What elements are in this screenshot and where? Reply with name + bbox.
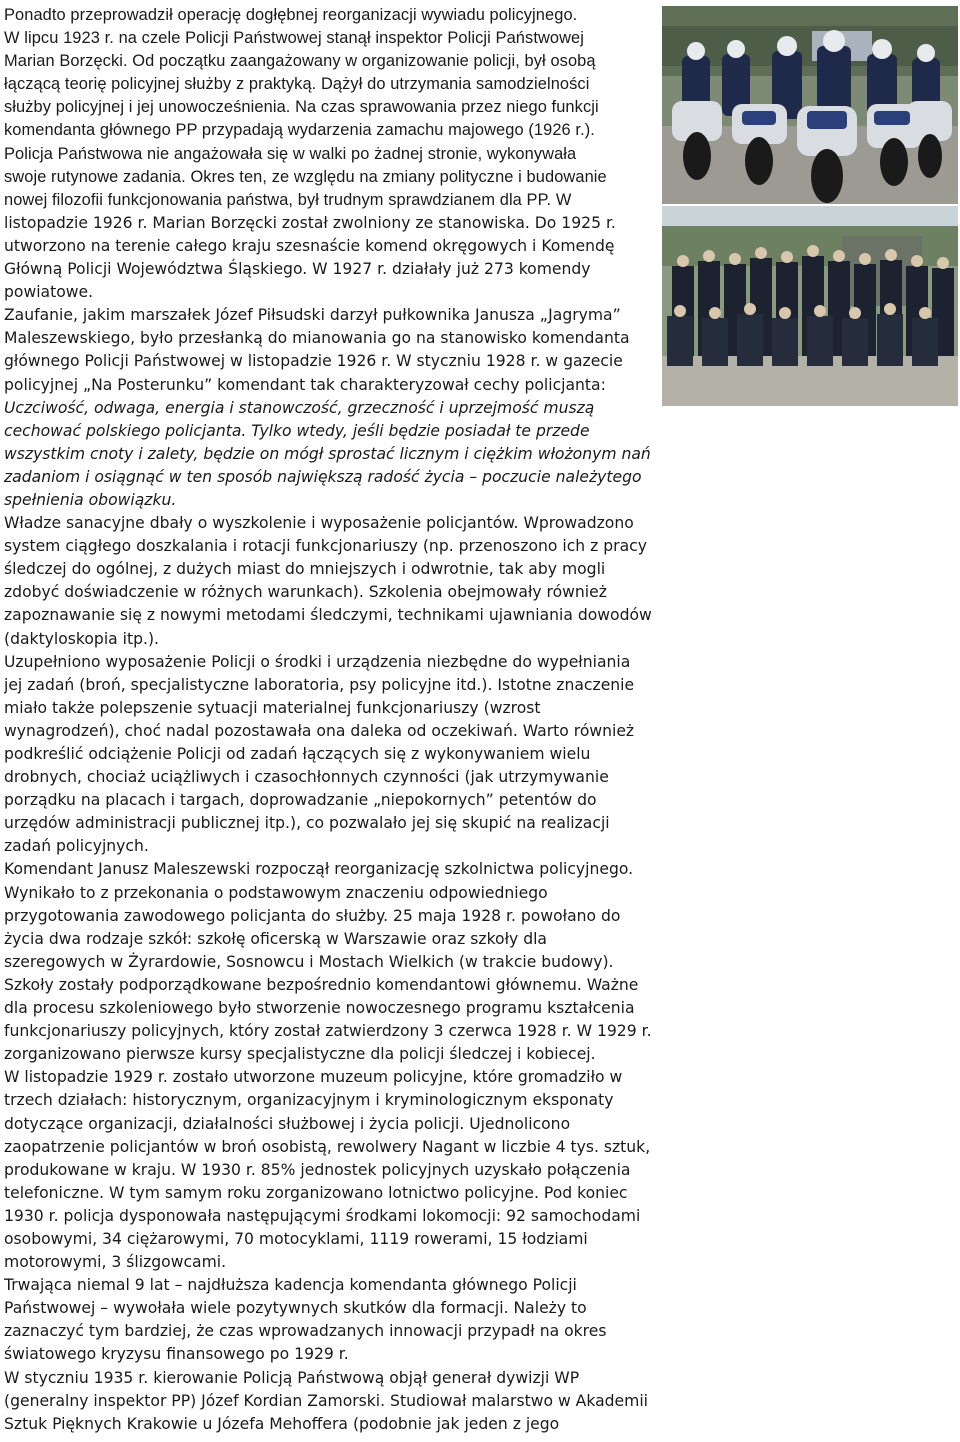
historic-police-group-photo [662, 206, 958, 406]
article-line: miało także polepszenie sytuacji materialnej funkcjonariuszy (wzrost [4, 698, 541, 717]
article-line: podkreślić odciążenie Policji od zadań łączących się z wykonywaniem wielu [4, 745, 591, 763]
article-line: wynagrodzeń), choć nadal pozostawała ona daleka od oczekiwań. Warto również [4, 721, 635, 740]
article-line: Marian Borzęcki. Od początku zaangażowany w organizowanie policji, był osobą [4, 52, 596, 71]
police-motorcycles-photo [662, 6, 958, 204]
article-line: komendanta głównego PP przypadają wydarzenia zamachu majowego (1926 r.). [4, 121, 595, 140]
article-line: policyjnej „Na Posterunku” komendant tak charakteryzował cechy policjanta: [4, 375, 606, 394]
article-line: zaopatrzenie policjantów w broń osobistą, rewolwery Nagant w liczbie 4 tys. sztuk, [4, 1137, 651, 1156]
article-line: dla procesu szkoleniowego było stworzenie nowoczesnego programu kształcenia [4, 999, 635, 1018]
article-line: zdobyć doświadczenie w różnych warunkach). Szkolenia obejmowały również [4, 583, 607, 602]
article-line: jej zadań (broń, specjalistyczne laboratoria, psy policyjne itd.). Istotne znaczenie [4, 675, 635, 694]
article-line: dotyczące organizacji, działalności służbowej i życia policji. Ujednolicono [4, 1114, 571, 1133]
article-line: Komendant Janusz Maleszewski rozpoczął reorganizację szkolnictwa policyjnego. [4, 860, 634, 879]
article-line: drobnych, chociaż uciążliwych i czasochłonnych czynności (jak utrzymywanie [4, 768, 609, 787]
historic-police-group-image [662, 206, 958, 406]
article-line: Władze sanacyjne dbały o wyszkolenie i wyposażenie policjantów. Wprowadzono [4, 514, 634, 533]
article-line: Ponadto przeprowadził operację dogłębnej reorganizacji wywiadu policyjnego. [4, 6, 578, 24]
article-line: trzech działach: historycznym, organizacyjnym i kryminologicznym eksponaty [4, 1091, 614, 1110]
article-line: funkcjonariuszy policyjnych, który został zatwierdzony 3 czerwca 1928 r. W 1929 r. [4, 1022, 652, 1041]
article-line: służby policyjnej i jej unowocześnienia. Na czas sprawowania przez niego funkcji [4, 98, 599, 117]
article-line: swoje rutynowe zadania. Okres ten, ze względu na zmiany polityczne i budowanie [4, 167, 607, 186]
article-line: listopadzie 1926 r. Marian Borzęcki został zwolniony ze stanowiska. Do 1925 r. [4, 213, 616, 232]
article-line: życia dwa rodzaje szkół: szkołę oficerską w Warszawie oraz szkoły dla [4, 929, 547, 948]
article-line: łączącą teorię policyjnej służby z praktyką. Dążył do utrzymania samodzielności [4, 75, 590, 94]
article-line: wszystkim cnoty i zalety, będzie on mógł sprostać licznym i ciężkim włożonym nań [4, 444, 651, 463]
article-line: osobowymi, 34 ciężarowymi, 70 motocyklami, 1119 rowerami, 15 łodziami [4, 1229, 588, 1248]
article-line: (daktyloskopia itp.). [4, 629, 160, 648]
article-body [4, 4, 656, 1436]
article-line: zadań policyjnych. [4, 837, 149, 856]
article-line: Maleszewskiego, było przesłanką do mianowania go na stanowisko komendanta [4, 329, 630, 348]
article-line: nowej filozofii funkcjonowania państwa, był trudnym sprawdzianem dla PP. W [4, 190, 572, 209]
article-line: Zaufanie, jakim marszałek Józef Piłsudski darzył pułkownika Janusza „Jagryma” [4, 306, 621, 325]
article-line: śledczej do ogólnej, z dużych miast do mniejszych i odwrotnie, tak aby mogli [4, 560, 606, 579]
article-line: 1930 r. policja dysponowała następującymi środkami lokomocji: 92 samochodami [4, 1206, 641, 1225]
article-line: Policja Państwowa nie angażowała się w walki po żadnej stronie, wykonywała [4, 144, 577, 163]
article-line: Uczciwość, odwaga, energia i stanowczość, grzeczność i uprzejmość muszą [4, 398, 595, 417]
article-line: W listopadzie 1929 r. zostało utworzone muzeum policyjne, które gromadziło w [4, 1068, 623, 1087]
article-line: produkowane w kraju. W 1930 r. 85% jednostek policyjnych uzyskało połączenia [4, 1160, 631, 1179]
article-line: spełnienia obowiązku. [4, 490, 177, 509]
article-line: głównego Policji Państwowej w listopadzie 1926 r. W styczniu 1928 r. w gazecie [4, 352, 623, 371]
article-line: Państwowej – wywołała wiele pozytywnych skutków dla formacji. Należy to [4, 1299, 587, 1318]
article-line: Sztuk Pięknych Krakowie u Józefa Mehoffera (podobnie jak jeden z jego [4, 1414, 560, 1433]
article-line: przygotowania zawodowego policjanta do służby. 25 maja 1928 r. powołano do [4, 906, 621, 925]
article-line: szeregowych w Żyrardowie, Sosnowcu i Mostach Wielkich (w trakcie budowy). [4, 952, 614, 971]
article-line: motorowymi, 3 ślizgowcami. [4, 1253, 227, 1272]
article-line: telefoniczne. W tym samym roku zorganizowano lotnictwo policyjne. Pod koniec [4, 1183, 628, 1202]
article-line: cechować polskiego policjanta. Tylko wtedy, jeśli będzie posiadał te przede [4, 421, 590, 440]
article-line: W lipcu 1923 r. na czele Policji Państwowej stanął inspektor Policji Państwowej [4, 29, 585, 48]
article-line: zorganizowano pierwsze kursy specjalistyczne dla policji śledczej i kobiecej. [4, 1045, 596, 1064]
article-line: (generalny inspektor PP) Józef Kordian Zamorski. Studiował malarstwo w Akademii [4, 1391, 648, 1410]
article-line: system ciągłego doszkalania i rotacji funkcjonariuszy (np. przenoszono ich z pracy [4, 537, 647, 556]
article-line: Główną Policji Województwa Śląskiego. W 1927 r. działały już 273 komendy [4, 260, 591, 279]
article-line: Trwająca niemal 9 lat – najdłuższa kadencja komendanta głównego Policji [4, 1276, 577, 1295]
article-line: utworzono na terenie całego kraju szesnaście komend okręgowych i Komendę [4, 236, 615, 255]
article-line: porządku na placach i targach, doprowadzanie „niepokornych” petentów do [4, 791, 597, 810]
article-line: Wynikało to z przekonania o podstawowym znaczeniu odpowiedniego [4, 883, 548, 902]
article-line: Szkoły zostały podporządkowane bezpośrednio komendantowi głównemu. Ważne [4, 975, 639, 994]
article-line: urzędów administracji publicznej itp.), co pozwalało jej się skupić na realizacji [4, 814, 610, 833]
article-line: zaznaczyć tym bardziej, że czas wprowadzanych innowacji przypadł na okres [4, 1322, 607, 1341]
article-line: zapoznawanie się z nowymi metodami śledczymi, technikami ujawniania dowodów [4, 606, 652, 625]
police-motorcycles-image [662, 6, 958, 204]
article-line: W styczniu 1935 r. kierowanie Policją Państwową objął generał dywizji WP [4, 1368, 580, 1387]
article-line: zadaniom i osiągnąć w ten sposób największą radość życia – poczucie należytego [4, 467, 642, 486]
article-line: światowego kryzysu finansowego po 1929 r. [4, 1345, 349, 1364]
article-line: powiatowe. [4, 283, 94, 302]
article-line: Uzupełniono wyposażenie Policji o środki i urządzenia niezbędne do wypełniania [4, 652, 631, 671]
